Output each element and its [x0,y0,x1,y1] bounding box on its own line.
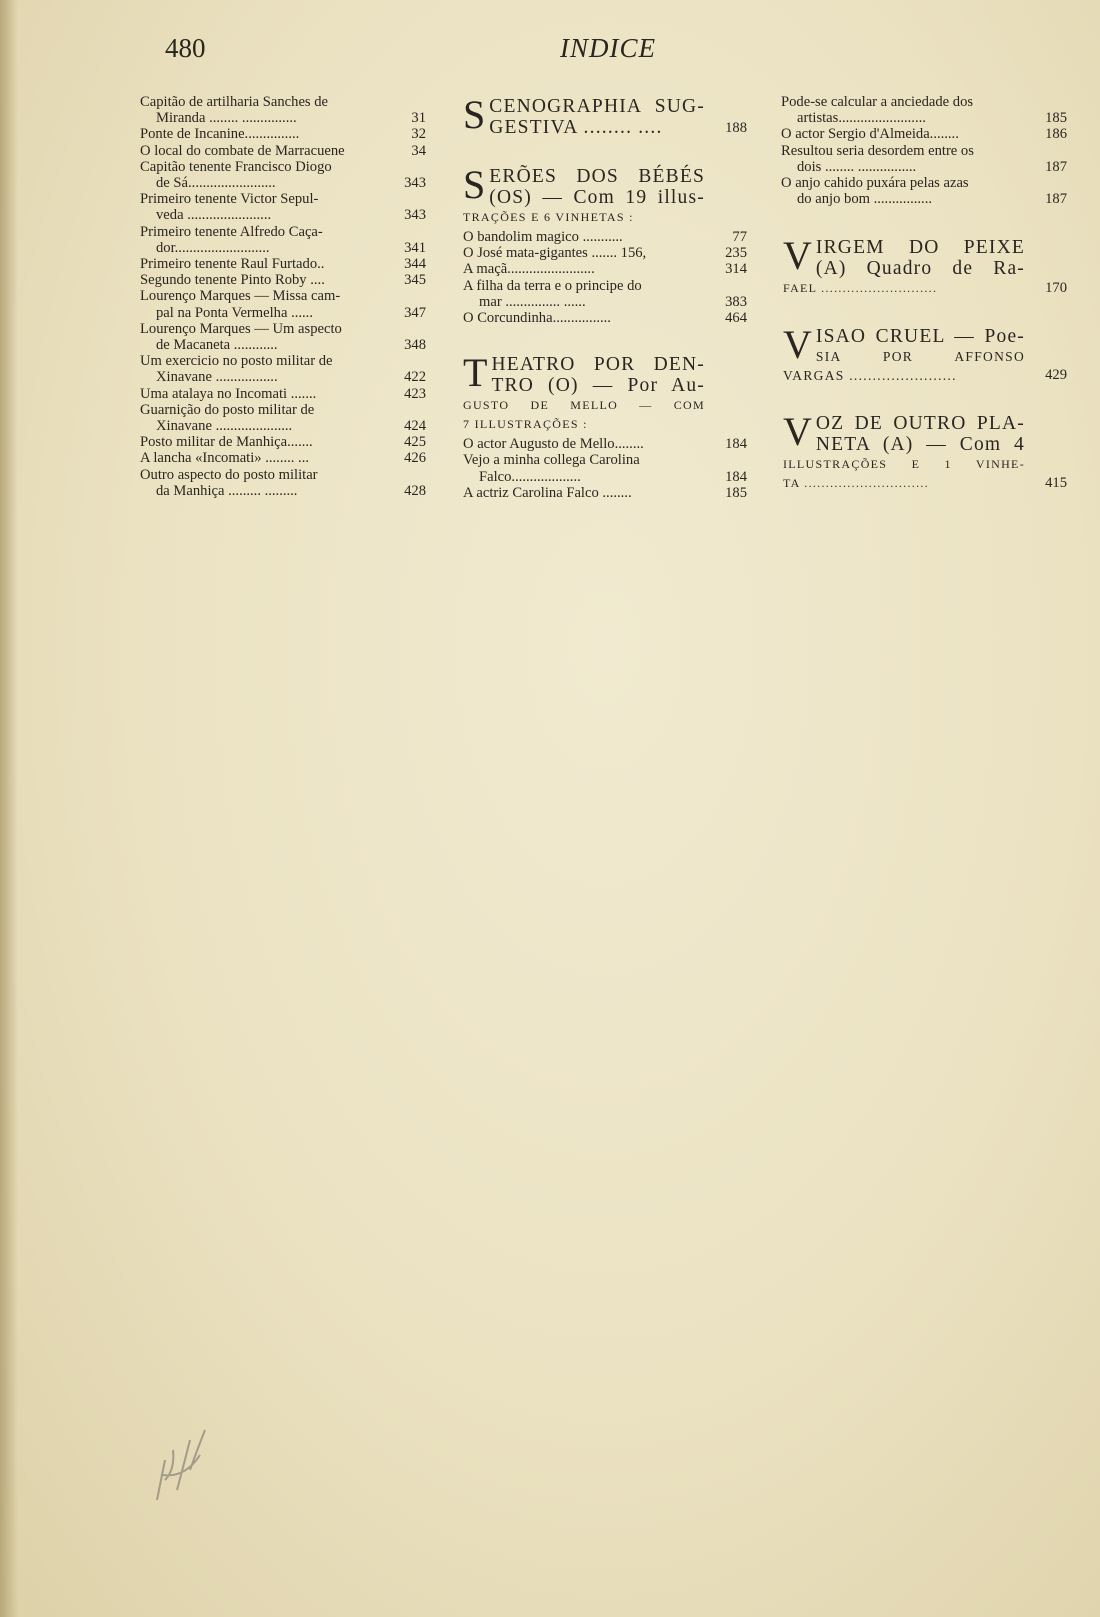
theatro-list [463,436,761,501]
index-entry [140,191,440,223]
heading-line: ERÕES DOS BÉBÉS [489,166,705,187]
heading-line: ISAO CRUEL — Poe- [815,326,1025,348]
index-entry [781,175,1081,207]
entry-title: da Manhiça ......... ......... [156,482,298,499]
page-ref: 344 [404,256,426,273]
entry-title: de Sá........................ [156,175,276,192]
drop-cap: S [463,162,486,207]
entry-title: Guarnição do posto militar de [140,401,315,418]
index-entry [463,452,761,484]
page-ref: 383 [725,293,747,310]
index-entry [140,272,440,288]
entry-title: O actor Sergio d'Almeida........ [781,126,959,143]
drop-cap: V [783,233,812,279]
index-entry [140,159,440,191]
index-entry [140,94,440,126]
page-ref: 188 [725,119,747,136]
heading-line: IRGEM DO PEIXE [815,237,1025,259]
index-entry [140,386,440,402]
heading-line: ILLUSTRAÇÕES E 1 VINHE- [783,457,1025,472]
section-theatro [461,350,761,501]
index-entry [781,126,1081,142]
entry-title: O bandolim magico ........... [463,229,623,245]
index-entry [463,229,761,245]
index-entry [140,353,440,385]
entry-title: Uma atalaya no Incomati ....... [140,385,317,402]
index-entry [140,467,440,499]
heading-line: (A) Quadro de Ra- [815,258,1025,280]
entry-title: Primeiro tenente Alfredo Caça- [140,223,323,240]
entry-title: mar ............... ...... [479,293,586,310]
index-entry [463,310,761,326]
page-ref: 429 [1045,367,1067,384]
index-entry [140,143,440,159]
heading-line: TRAÇÕES E 6 VINHETAS : [463,210,634,224]
heading-line: VARGAS ....................... [783,368,957,384]
entry-title: Outro aspecto do posto militar [140,466,318,483]
entry-title: Primeiro tenente Victor Sepul- [140,191,319,208]
page-ref: 32 [411,126,426,143]
heading-line: NETA (A) — Com 4 [815,434,1025,456]
entry-title: A filha da terra e o principe do [463,277,642,294]
heading-line: TRO (O) — Por Au- [491,375,705,397]
index-entry [463,261,761,277]
page-number: 480 [165,33,206,63]
page-ref: 185 [1045,110,1067,127]
index-entry [463,436,761,452]
page-ref: 170 [1045,280,1067,297]
page-ref: 31 [411,110,426,127]
index-entry [463,278,761,310]
heading-line: (OS) — Com 19 illus- [489,187,705,208]
page-ref: 464 [725,310,747,327]
entry-title: A lancha «Incomati» ........ ... [140,450,310,467]
page-ref: 422 [404,369,426,386]
entry-title: O local do combate de Marracuene [140,142,345,159]
page-ref: 184 [725,468,747,485]
index-entry [140,256,440,272]
entry-title: Capitão tenente Francisco Diogo [140,158,332,175]
page-ref: 428 [404,482,426,499]
page-ref: 314 [725,261,747,278]
section-seroes [461,162,761,327]
index-entry [463,485,761,501]
page-ref: 34 [411,142,426,159]
entry-title: Miranda ........ ............... [156,110,297,127]
entry-title: A maçã........................ [463,261,595,278]
entry-title: veda ....................... [156,207,272,224]
entry-title: Resultou seria desordem entre os [781,142,974,159]
entry-title: O anjo cahido puxára pelas azas [781,175,969,192]
entry-title: Vejo a minha collega Carolina [463,452,640,469]
drop-cap: S [463,92,486,137]
page-ref: 187 [1045,191,1067,208]
page-ref: 426 [404,450,426,467]
entry-title: Lourenço Marques — Missa cam- [140,288,341,305]
drop-cap: V [783,322,812,368]
page-ref: 341 [404,239,426,256]
heading-line: GUSTO DE MELLO — COM [463,398,705,413]
page-ref: 423 [404,385,426,402]
entry-title: artistas........................ [797,110,926,127]
entry-title: Xinavane ..................... [156,418,293,435]
entry-title: Lourenço Marques — Um aspecto [140,320,342,337]
index-entry [140,126,440,142]
entry-title: O Corcundinha................ [463,310,611,327]
heading-line: CENOGRAPHIA SUG- [489,96,705,117]
running-title: INDICE [560,33,656,63]
heading-line: OZ DE OUTRO PLA- [815,413,1025,435]
page-ref: 425 [404,434,426,451]
drop-cap: T [463,350,488,396]
index-entry [140,224,440,256]
index-entry [140,288,440,320]
page-ref: 187 [1045,158,1067,175]
page-ref: 415 [1045,475,1067,492]
index-entry [463,245,761,261]
page-ref: 345 [404,272,426,289]
continued-list [781,94,1081,207]
section-virgem [781,233,1081,298]
page-ref: 77 [732,229,747,245]
heading-line: 7 ILLUSTRAÇÕES : [463,417,588,432]
section-scenographia [461,92,761,138]
page-ref: 424 [404,418,426,435]
index-entry [781,143,1081,175]
index-entry [140,402,440,434]
heading-line: HEATRO POR DEN- [491,354,705,376]
entry-title: dor.......................... [156,239,270,256]
entry-title: de Macaneta ............ [156,337,278,354]
entry-title: pal na Ponta Vermelha ...... [156,304,313,321]
page-ref: 186 [1045,126,1067,143]
index-entry [140,434,440,450]
heading-line: TA ............................. [783,476,929,491]
page-ref: 343 [404,207,426,224]
page-ref: 347 [404,304,426,321]
index-column-3 [781,94,1081,493]
page-ref: 185 [725,484,747,501]
index-entry [781,94,1081,126]
drop-cap: V [783,409,812,455]
entry-title: Xinavane ................. [156,369,278,386]
pencil-annotation [145,1420,215,1510]
index-column-2 [461,94,761,501]
entry-title: Primeiro tenente Raul Furtado.. [140,256,325,273]
heading-line: SIA POR AFFONSO [815,349,1025,365]
index-entry [140,450,440,466]
entry-title: Um exercicio no posto militar de [140,353,333,370]
entry-title: A actriz Carolina Falco ........ [463,484,632,501]
entry-title: Posto militar de Manhiça....... [140,434,313,451]
section-visao [781,322,1081,385]
page-ref: 348 [404,337,426,354]
entry-title: Segundo tenente Pinto Roby .... [140,272,325,289]
entry-title: Ponte de Incanine............... [140,126,300,143]
entry-title: Falco................... [479,468,581,485]
page-header [0,33,1100,73]
entry-title: O actor Augusto de Mello........ [463,436,644,453]
entry-title: dois ........ ................ [797,158,917,175]
section-voz [781,409,1081,493]
index-entry [140,321,440,353]
page-ref: 184 [725,436,747,453]
seroes-list [463,229,761,326]
heading-line: FAEL ........................... [783,281,938,296]
page-ref: 343 [404,175,426,192]
entry-title: O José mata-gigantes ....... 156, [463,245,647,262]
heading-line: GESTIVA ........ .... [489,117,663,138]
entry-title: do anjo bom ................ [797,191,932,208]
entry-title: Pode-se calcular a anciedade dos [781,94,974,110]
entry-title: Capitão de artilharia Sanches de [140,94,329,110]
index-column-1 [140,94,440,499]
page-ref: 235 [725,245,747,262]
